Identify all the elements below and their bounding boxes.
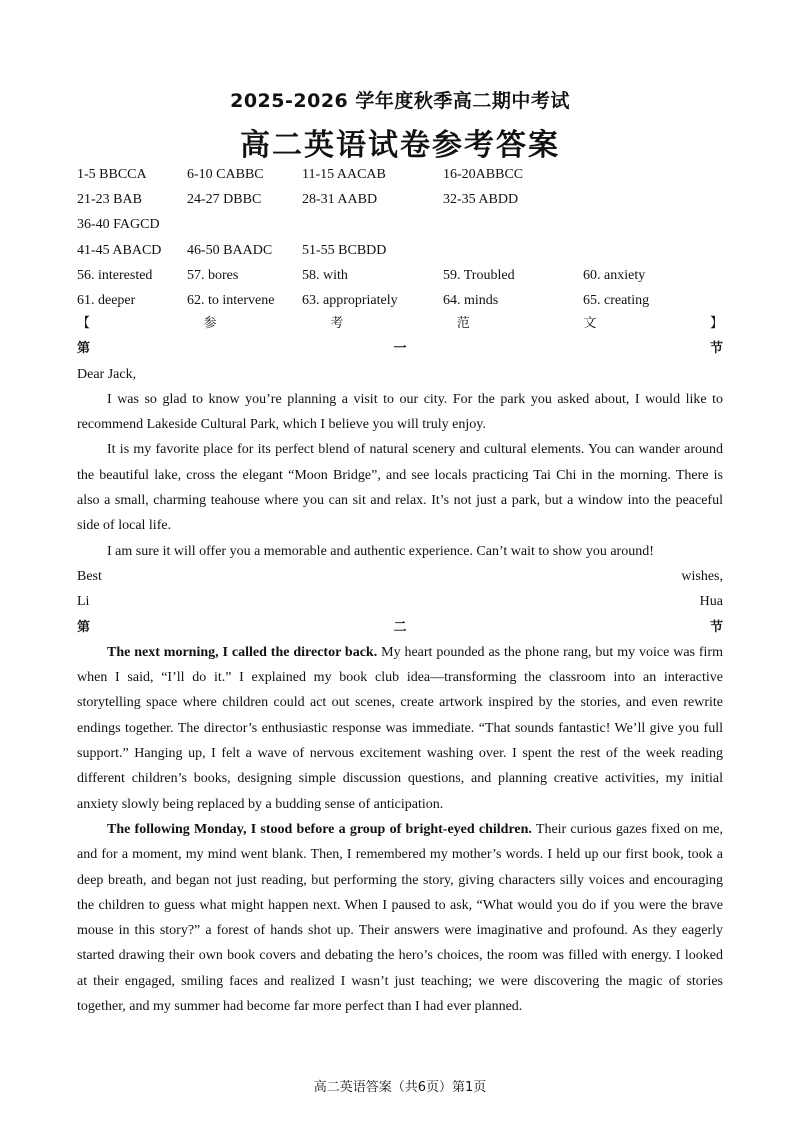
answer-item: 32-35 ABDD [443, 192, 519, 208]
paragraph-line [77, 817, 723, 842]
exam-title: 2025-2026 学年度秋季高二期中考试 [230, 90, 570, 112]
signature: Li Hua [77, 594, 723, 610]
salutation: Dear Jack, [77, 366, 137, 382]
paragraph-line: mouse in this story?” a forest of hands shot up. Their answers were imaginative and profound. As they eagerly [77, 923, 723, 939]
line-text: Their curious gazes fixed on me, [531, 821, 723, 837]
paragraph-line [77, 640, 723, 665]
answer-row [77, 212, 723, 237]
paragraph-line: support.” Hanging up, I felt a wave of nervous excitement washing over. I spent the rest of the week reading [77, 746, 723, 762]
paragraph-line: also a small, charming teahouse where you can sit and relax. It’s not just a park, but a window into the peaceful [77, 493, 723, 509]
paragraph-line: together, and my summer had become far more perfect than I had ever planned. [77, 999, 523, 1015]
answer-item: 57. bores [187, 267, 239, 283]
answer-item: 51-55 BCBDD [302, 242, 387, 258]
paragraph-line: different children’s books, designing simple discussion questions, and planning creative activities, my initial [77, 771, 723, 787]
paragraph-line: deep breath, and began not just reading, but performing the story, giving characters silly voices and encouraging [77, 872, 723, 888]
paragraph-line: the children to guess what might happen next. When I paused to ask, “What would you do if you were the brave [77, 897, 723, 913]
answer-item: 46-50 BAADC [187, 242, 273, 258]
answer-item: 58. with [302, 267, 348, 283]
paragraph-line: at their engaged, smiling faces and realized I wasn’t just teaching; we were discovering the magic of stories [77, 973, 723, 989]
lead-sentence: The next morning, I called the director back. [107, 644, 378, 660]
section1-heading: 第一节 [77, 341, 723, 357]
paragraph-line: side of local life. [77, 518, 172, 534]
paragraph-line: endings together. The director’s enthusiastic response was immediate. “That sounds fantastic! We’ll give you full [77, 720, 723, 736]
paragraph-line: started drawing their own book covers and debating the hero’s choices, the room was filled with energy. I looked [77, 948, 723, 964]
paragraph-line: recommend Lakeside Cultural Park, which I believe you will truly enjoy. [77, 417, 486, 433]
sample-essays [77, 311, 723, 1019]
answer-item: 56. interested [77, 267, 153, 283]
answer-item: 11-15 AACAB [302, 167, 386, 182]
section2-heading: 第二节 [77, 619, 723, 635]
paragraph-line: It is my favorite place for its perfect blend of natural scenery and cultural elements. You can wander around [107, 442, 723, 458]
sample-label: 【参考范文】 [77, 316, 723, 331]
answer-item: 28-31 AABD [302, 192, 378, 208]
answer-row [77, 162, 723, 187]
document-title: 高二英语试卷参考答案 [240, 128, 560, 163]
paragraph-line: the beautiful lake, cross the elegant “Moon Bridge”, and see locals practicing Tai Chi in the morning. There is [77, 467, 723, 483]
answer-item: 62. to intervene [187, 292, 275, 308]
answer-row [77, 263, 723, 288]
answer-item: 63. appropriately [302, 292, 398, 308]
answer-item: 61. deeper [77, 292, 136, 308]
answer-item: 41-45 ABACD [77, 242, 162, 258]
answer-item: 16-20ABBCC [443, 167, 524, 182]
page-footer: 高二英语答案（共6页）第1页 [313, 1080, 487, 1095]
answer-item: 24-27 DBBC [187, 192, 262, 208]
answer-item: 36-40 FAGCD [77, 217, 160, 233]
paragraph-line: anxiety slowly being replaced by a budding sense of anticipation. [77, 796, 444, 812]
answer-item: 6-10 CABBC [187, 167, 264, 182]
answer-item: 59. Troubled [443, 267, 515, 283]
paragraph-line: when I said, “I’ll do it.” I explained my book club idea—transforming the classroom into an interactive [77, 670, 723, 686]
closing: Best wishes, [77, 568, 723, 584]
lead-sentence: The following Monday, I stood before a group of bright-eyed children. [107, 821, 532, 837]
paragraph-line: I am sure it will offer you a memorable and authentic experience. Can’t wait to show you around! [107, 543, 654, 559]
line-text: My heart pounded as the phone rang, but my voice was firm [377, 644, 723, 660]
paragraph-line: storytelling space where children could act out scenes, create artwork inspired by the stories, and even rewrite [77, 695, 723, 711]
answer-row [77, 238, 723, 263]
answer-item: 65. creating [583, 292, 650, 308]
answer-key [77, 162, 723, 313]
paragraph-line: and for a moment, my mind went blank. Then, I remembered my mother’s words. I held up our first book, took a [77, 847, 723, 863]
answer-row [77, 288, 723, 313]
answer-item: 21-23 BAB [77, 192, 142, 208]
answer-item: 1-5 BBCCA [77, 167, 147, 182]
answer-item: 60. anxiety [583, 267, 646, 283]
answer-row [77, 187, 723, 212]
paragraph-line: I was so glad to know you’re planning a visit to our city. For the park you asked about, I would like to [107, 391, 723, 407]
answer-item: 64. minds [443, 292, 499, 308]
